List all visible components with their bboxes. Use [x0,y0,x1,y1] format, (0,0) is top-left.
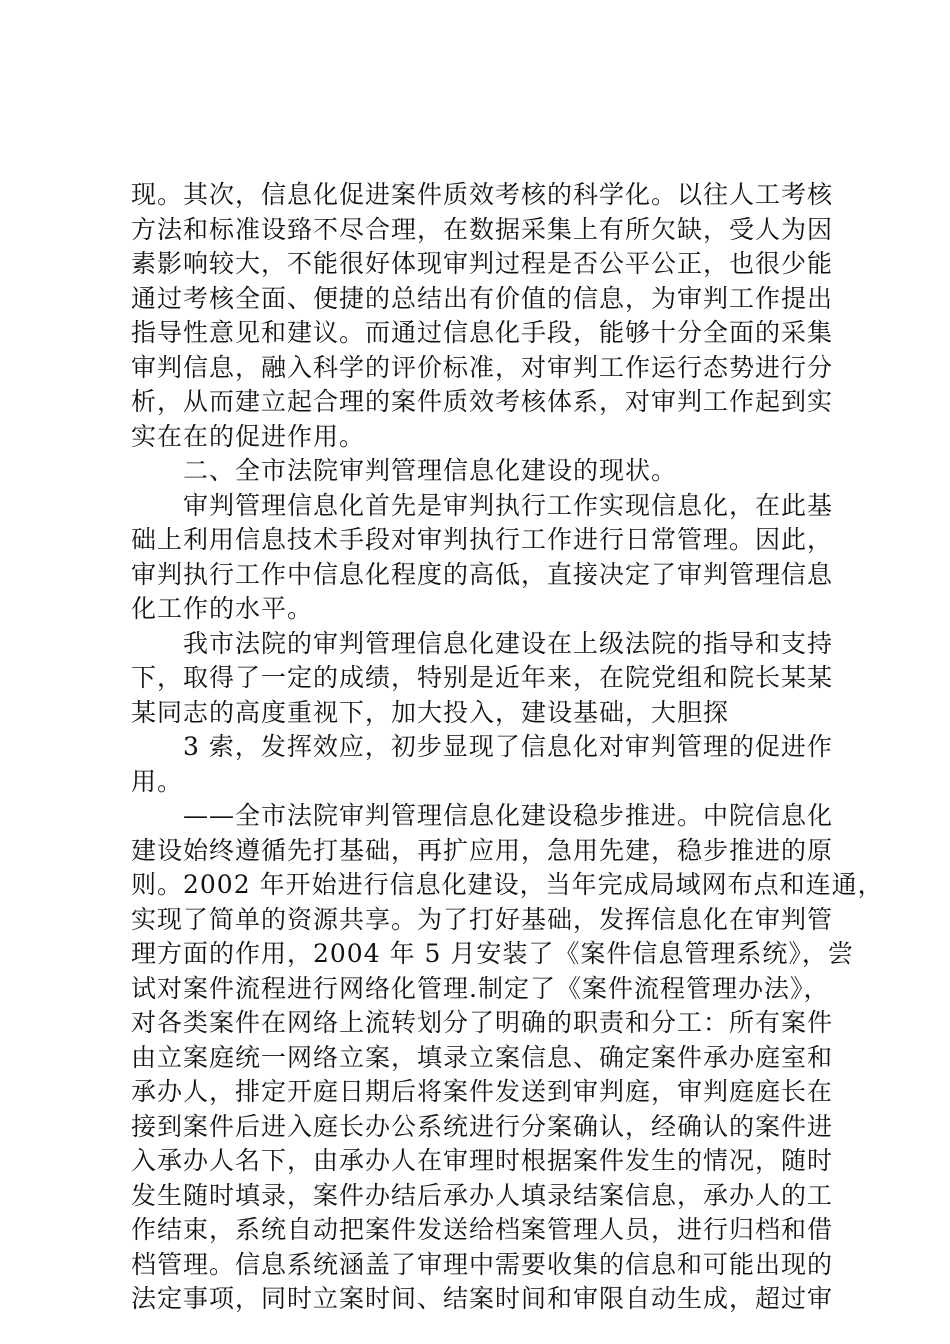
text-line: 指导性意见和建议。而通过信息化手段，能够十分全面的采集 [131,318,834,347]
text-line: 下，取得了一定的成绩，特别是近年来，在院党组和院长某某 [131,663,834,692]
text-line: 由立案庭统一网络立案，填录立案信息、确定案件承办庭室和 [131,1042,834,1072]
text-line: 析，从而建立起合理的案件质效考核体系，对审判工作起到实 [131,387,834,416]
text-line: 接到案件后进入庭长办公系统进行分案确认，经确认的案件进 [131,1111,834,1141]
text-line: 作结束，系统自动把案件发送给档案管理人员，进行归档和借 [131,1215,834,1244]
text-line: 对各类案件在网络上流转划分了明确的职责和分工：所有案件 [131,1008,834,1037]
text-line: 用。 [131,766,184,796]
text-line: 审判执行工作中信息化程度的高低，直接决定了审判管理信息 [131,559,834,589]
text-line: 建设始终遵循先打基础，再扩应用，急用先建，稳步推进的原 [131,835,834,865]
text-line: 审判管理信息化首先是审判执行工作实现信息化，在此基 [183,490,834,520]
text-line: 承办人，排定开庭日期后将案件发送到审判庭，审判庭庭长在 [131,1077,834,1106]
text-line: 实现了简单的资源共享。为了打好基础，发挥信息化在审判管 [131,904,834,934]
text-line: 入承办人名下，由承办人在审理时根据案件发生的情况，随时 [131,1146,834,1175]
text-line: 审判信息，融入科学的评价标准，对审判工作运行态势进行分 [131,352,834,382]
text-line: 理方面的作用，2004 年 5 月安装了《案件信息管理系统》，尝 [131,939,854,968]
text-line: ——全市法院审判管理信息化建设稳步推进。中院信息化 [183,801,834,830]
text-line: 某同志的高度重视下，加大投入，建设基础，大胆探 [131,697,730,727]
text-line: 我市法院的审判管理信息化建设在上级法院的指导和支持 [183,628,834,658]
text-line: 化工作的水平。 [131,594,314,623]
text-line: 础上利用信息技术手段对审判执行工作进行日常管理。因此， [131,525,834,554]
text-line: 现。其次，信息化促进案件质效考核的科学化。以往人工考核 [131,180,834,209]
text-line: 法定事项，同时立案时间、结案时间和审限自动生成，超过审 [131,1284,834,1313]
text-line: 通过考核全面、便捷的总结出有价值的信息，为审判工作提出 [131,283,834,313]
text-line: 素影响较大，不能很好体现审判过程是否公平公正，也很少能 [131,249,834,278]
document-body [131,178,884,1317]
text-line: 档管理。信息系统涵盖了审理中需要收集的信息和可能出现的 [131,1249,834,1279]
text-line: 实在在的促进作用。 [131,421,366,451]
text-line: 试对案件流程进行网络化管理.制定了《案件流程管理办法》， [131,973,830,1003]
text-line: 发生随时填录，案件办结后承办人填录结案信息，承办人的工 [131,1180,834,1210]
text-line: 二、全市法院审判管理信息化建设的现状。 [183,456,678,485]
text-line: 方法和标准设臵不尽合理，在数据采集上有所欠缺，受人为因 [131,214,834,244]
text-line: 3 索，发挥效应，初步显现了信息化对审判管理的促进作 [183,732,833,761]
text-line: 则。2002 年开始进行信息化建设，当年完成局域网布点和连通， [131,870,884,899]
